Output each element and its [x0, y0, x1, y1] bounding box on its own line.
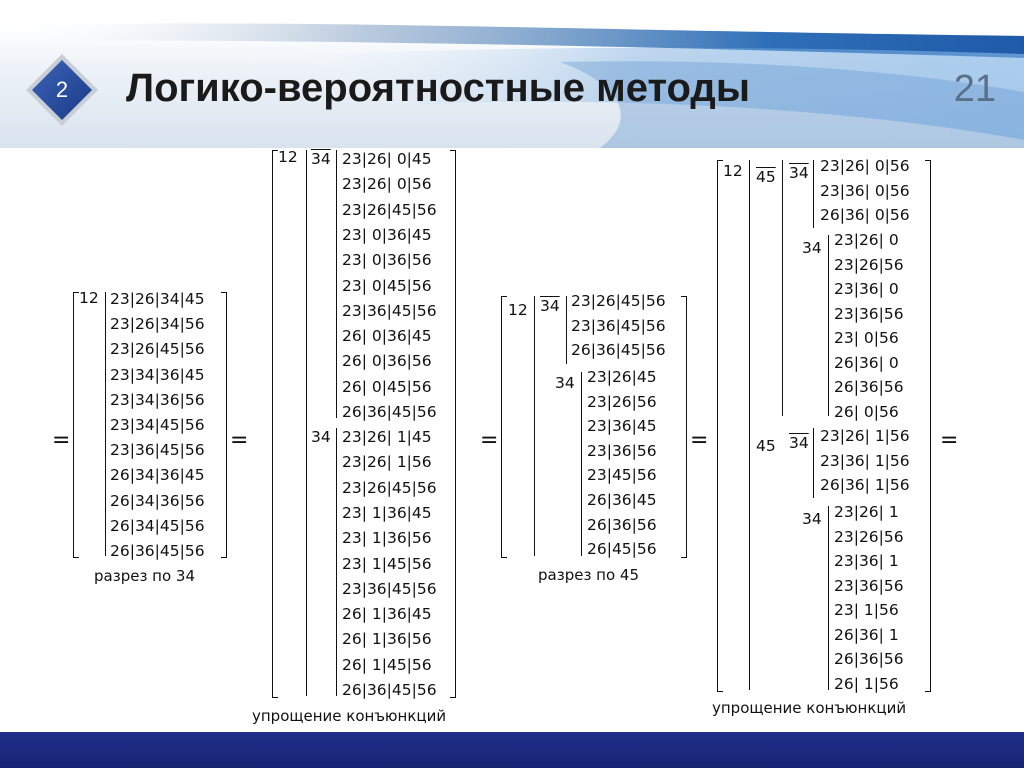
right-bracket — [681, 296, 687, 558]
conjunction-label: 45 — [756, 437, 776, 455]
cut-row: 23|36|45|56 — [342, 301, 437, 320]
conjunction-label: 34 — [789, 164, 809, 182]
conjunction-label: 45 — [756, 168, 776, 186]
equals-sign: = — [230, 428, 249, 453]
bracket-line — [749, 160, 750, 690]
cut-row: 26|36| 1 — [834, 625, 899, 644]
cut-row: 23|26|56 — [834, 527, 904, 546]
cut-row: 23|36|56 — [587, 441, 657, 460]
bracket-line — [828, 506, 829, 690]
cut-row: 23|36|45 — [587, 417, 657, 436]
bracket-line — [566, 296, 567, 364]
cut-row: 23|26|56 — [587, 392, 657, 411]
cut-row: 26| 0|36|56 — [342, 352, 432, 371]
left-bracket — [73, 292, 79, 558]
cut-row: 23|26| 0|56 — [342, 175, 432, 194]
cut-row: 23|26| 0 — [834, 231, 899, 249]
cut-row: 23| 1|36|45 — [342, 503, 432, 522]
cut-row: 23|36| 1 — [834, 552, 899, 571]
bracket-line — [336, 428, 337, 696]
cut-row: 26| 1|45|56 — [342, 655, 432, 674]
cut-row: 23|36|56 — [834, 304, 904, 323]
bracket-line — [105, 292, 106, 556]
conjunction-label: 34 — [802, 239, 822, 257]
cut-row: 26|36|45|56 — [110, 542, 205, 560]
cut-row: 23|26|45|56 — [342, 200, 437, 219]
right-bracket — [221, 292, 227, 558]
cut-row: 26|34|36|45 — [110, 466, 205, 485]
cut-row: 23|36| 0|56 — [820, 181, 910, 200]
cut-row: 23|26| 1|45 — [342, 428, 432, 446]
footer-bar — [0, 732, 1024, 768]
cut-row: 23|26|45 — [587, 368, 657, 386]
cut-row: 23|26| 1 — [834, 503, 899, 521]
conjunction-label: 12 — [79, 289, 99, 307]
cut-row: 26|36|56 — [834, 650, 904, 669]
conjunction-label: 12 — [508, 301, 528, 319]
conjunction-label: 34 — [311, 428, 331, 446]
equals-sign: = — [52, 428, 71, 453]
cut-row: 23|36|56 — [834, 576, 904, 595]
conjunction-label: 34 — [311, 150, 331, 168]
bracket-line — [581, 372, 582, 556]
left-bracket — [272, 150, 278, 698]
cut-row: 23| 0|56 — [834, 329, 899, 348]
cut-row: 23|26|34|56 — [110, 315, 205, 334]
cut-row: 23| 0|45|56 — [342, 276, 432, 295]
cut-row: 26|34|45|56 — [110, 516, 205, 535]
bracket-line — [782, 160, 783, 416]
cut-row: 26| 0|56 — [834, 402, 899, 421]
caption: упрощение конъюнкций — [252, 707, 447, 725]
cut-row: 23|26| 0|56 — [820, 157, 910, 175]
cut-row: 26|36|45|56 — [342, 403, 437, 421]
cut-row: 26|36| 1|56 — [820, 476, 910, 495]
conjunction-label: 34 — [802, 510, 822, 528]
cut-row: 23|36|45|56 — [571, 316, 666, 335]
cut-row: 23| 0|36|45 — [342, 225, 432, 244]
cut-row: 26| 0|45|56 — [342, 377, 432, 396]
section-badge — [24, 52, 100, 128]
caption: разрез по 34 — [94, 567, 196, 585]
caption: упрощение конъюнкций — [712, 699, 907, 717]
cut-row: 23| 1|45|56 — [342, 554, 432, 573]
bracket-line — [534, 296, 535, 556]
cut-row: 26|34|36|56 — [110, 491, 205, 510]
cut-row: 23|34|45|56 — [110, 416, 205, 434]
cut-row: 23|36| 1|56 — [820, 451, 910, 470]
section-number: 2 — [55, 77, 69, 102]
equals-sign: = — [480, 428, 499, 453]
cut-row: 26|36|45|56 — [342, 681, 437, 699]
cut-row: 23|45|56 — [587, 466, 657, 485]
cut-row: 26|36|56 — [834, 378, 904, 397]
conjunction-label: 12 — [278, 148, 298, 166]
slide-number: 21 — [953, 68, 996, 110]
bracket-line — [306, 150, 307, 696]
cut-row: 23|26|45|56 — [110, 340, 205, 359]
page-title: Логико-вероятностные методы — [126, 66, 750, 110]
cut-row: 26|36| 0|56 — [820, 206, 910, 225]
cut-row: 23|34|36|56 — [110, 390, 205, 409]
cut-row: 23|26|56 — [834, 255, 904, 274]
cut-row: 26|36| 0 — [834, 353, 899, 372]
cut-row: 23|26| 0|45 — [342, 150, 432, 168]
cut-row: 23| 0|36|56 — [342, 251, 432, 270]
cut-row: 23|26| 1|56 — [820, 427, 910, 445]
conjunction-label: 34 — [555, 374, 575, 392]
conjunction-label: 34 — [789, 434, 809, 452]
cut-row: 23|36| 0 — [834, 280, 899, 299]
cut-row: 26|36|45|56 — [571, 341, 666, 360]
cut-row: 23| 1|56 — [834, 601, 899, 620]
bracket-line — [336, 150, 337, 418]
equals-sign: = — [940, 428, 959, 453]
caption: разрез по 45 — [538, 566, 640, 584]
cut-row: 23|36|45|56 — [342, 579, 437, 598]
left-bracket — [501, 296, 507, 558]
conjunction-label: 12 — [723, 162, 743, 180]
cut-row: 23|26|45|56 — [571, 292, 666, 310]
cut-row: 26| 1|56 — [834, 674, 899, 693]
cut-row: 26|36|45 — [587, 491, 657, 509]
left-bracket — [717, 160, 723, 692]
bracket-line — [813, 160, 814, 228]
cut-row: 23|26|45|56 — [342, 478, 437, 497]
cut-row: 26| 1|36|45 — [342, 605, 432, 624]
cut-row: 23|34|36|45 — [110, 365, 205, 384]
cut-row: 26| 1|36|56 — [342, 630, 432, 649]
cut-row: 23|36|45|56 — [110, 441, 205, 460]
cut-row: 26|45|56 — [587, 540, 657, 559]
cut-row: 26| 0|36|45 — [342, 327, 432, 346]
cut-row: 26|36|56 — [587, 515, 657, 534]
cut-row: 23| 1|36|56 — [342, 529, 432, 548]
equals-sign: = — [690, 428, 709, 453]
right-bracket — [450, 150, 456, 698]
right-bracket — [925, 160, 931, 692]
bracket-line — [828, 235, 829, 416]
cut-row: 23|26|34|45 — [110, 290, 205, 308]
conjunction-label: 34 — [540, 297, 560, 315]
cut-row: 23|26| 1|56 — [342, 453, 432, 472]
bracket-line — [813, 428, 814, 498]
